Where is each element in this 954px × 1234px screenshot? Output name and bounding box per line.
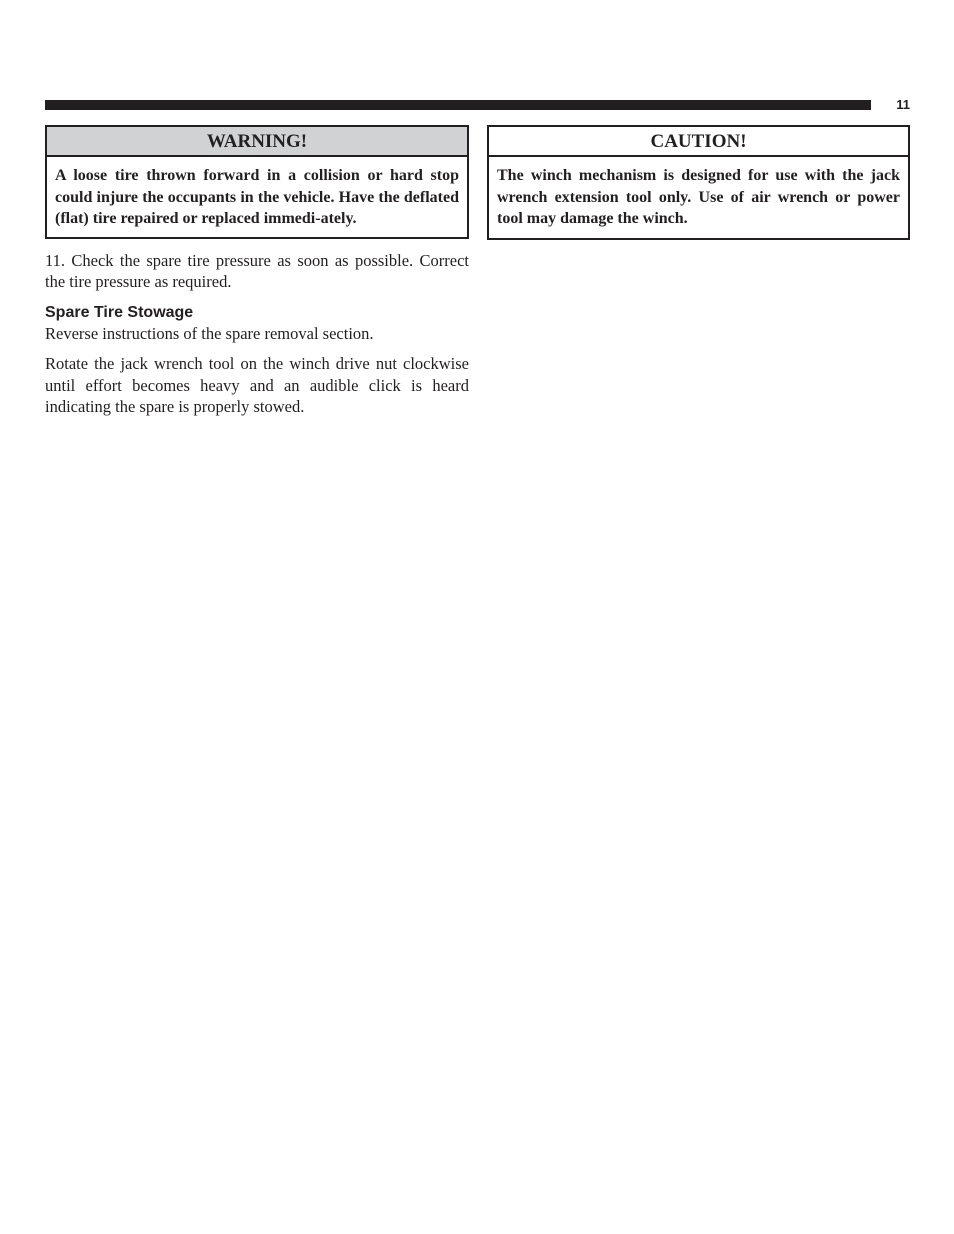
caution-text: The winch mechanism is designed for use with the jack wrench extension tool only. Use of air wrench or power tool may damage the winch. [497, 167, 900, 227]
stowage-paragraph-2: Rotate the jack wrench tool on the winch drive nut clockwise until effort becomes heavy and an audible click is heard indicating the spare is properly stowed. [45, 354, 469, 416]
right-column [487, 125, 910, 240]
step-11-text: 11. Check the spare tire pressure as soon as possible. Correct the tire pressure as required. [45, 250, 469, 291]
section-heading: Spare Tire Stowage [45, 303, 194, 321]
warning-text: A loose tire thrown forward in a collision or hard stop could injure the occupants in the vehicle. Have the deflated (flat) tire repaired or replaced immedi-ately. [55, 167, 459, 227]
warning-box [45, 125, 469, 239]
header-rule [45, 100, 871, 110]
warning-title: WARNING! [47, 127, 467, 157]
caution-box [487, 125, 910, 240]
caution-title: CAUTION! [489, 127, 908, 157]
left-column [45, 125, 469, 418]
stowage-paragraph-1: Reverse instructions of the spare removal section. [45, 323, 374, 343]
page-number: 11 [896, 97, 910, 112]
